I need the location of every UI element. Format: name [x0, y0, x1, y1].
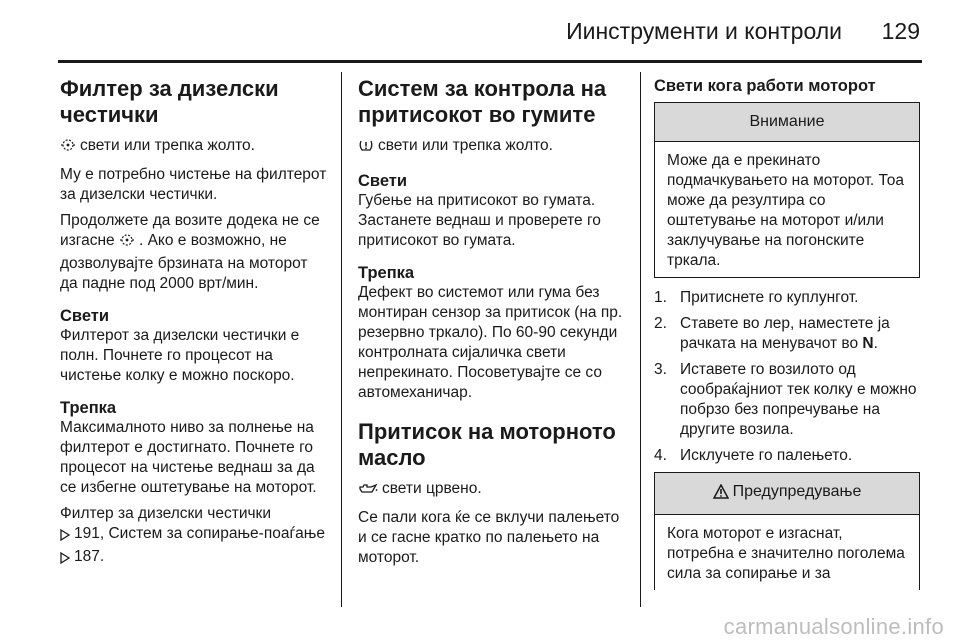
- column-tire-oil: [358, 74, 630, 574]
- oil-desc: Се пали кога ќе се вклучи палењето и се гасне кратко по палењето на моторот.: [358, 509, 620, 566]
- notice-text: Може да е прекинато подмачкувањето на моторот. Тоа може да резултира со оштетување на моторот и/или заклучување на погонските тркала.: [667, 152, 905, 269]
- tpms-status-text: свети или трепка жолто.: [378, 137, 553, 154]
- column-divider-1: [341, 72, 342, 607]
- triangle-ref-icon: [60, 527, 70, 547]
- notice-heading: Внимание: [655, 103, 919, 142]
- section-title-oil: Притисок на моторното масло: [358, 419, 616, 470]
- dpf-flash-text: Максималното ниво за полнење на филтерот е достигнато. Почнете го процесот на чистење веднаш за да се избегне оштетување на моторот.: [60, 419, 317, 496]
- list-item: 2. Ставете во лер, наместете ја рачката на менувачот во N.: [654, 315, 890, 352]
- tpms-status-line: [358, 136, 630, 159]
- warning-triangle-icon: [713, 484, 729, 505]
- oil-status-text: свети црвено.: [382, 480, 482, 497]
- oil-can-icon: [358, 482, 378, 502]
- ref-link-1[interactable]: 191, Систем за сопирање-поаѓање: [74, 525, 325, 542]
- tpms-flash-text: Дефект во системот или гума без монтиран сензор за притисок (на пр. резервно тркало). По 60-90 секунди контролната сијаличка свети непрекинато. Посоветувајте се со автомеханичар.: [358, 284, 623, 401]
- tire-pressure-icon: [358, 137, 374, 159]
- warning-heading: [655, 473, 919, 515]
- warning-text: Кога моторот е изгаснат, потребна е значително поголема сила за сопирање и за: [667, 525, 905, 582]
- warning-box: [654, 472, 920, 590]
- list-item: 3. Иставете го возилото од сообраќајниот тек колку е можно побрзо без попречување на другите возила.: [654, 361, 917, 438]
- subheading-lit-2: Свети: [358, 172, 408, 190]
- dpf-p3: [60, 211, 328, 294]
- ref-link-2[interactable]: 187.: [74, 548, 105, 565]
- dpf-references: [60, 504, 328, 570]
- dpf-filter-icon: [119, 232, 135, 254]
- dpf-status-line: [60, 136, 328, 159]
- watermark: carmanualsonline.info: [723, 614, 944, 639]
- header-title: Иинструменти и контроли: [566, 18, 842, 44]
- warning-heading-text: Предупредување: [732, 483, 862, 500]
- header-rule: [58, 60, 922, 63]
- section-title-running: Свети кога работи моторот: [654, 77, 876, 95]
- list-item: 1. Притиснете го куплунгот.: [654, 289, 859, 306]
- dpf-p3-b: . Ако е возможно, не дозволувајте брзината на моторот да падне под 2000 врт/мин.: [60, 232, 308, 292]
- dpf-status-text: свети или трепка жолто.: [80, 137, 255, 154]
- page-header: [0, 0, 960, 60]
- dpf-p2: Му е потребно чистење на филтерот за дизелски честички.: [60, 166, 327, 203]
- dpf-p3-a: Продолжете да возите додека не се изгасне: [60, 212, 320, 249]
- list-item: 4. Исклучете го палењето.: [654, 447, 853, 464]
- subheading-flashing: Трепка: [60, 399, 117, 417]
- steps-list: [654, 288, 920, 466]
- column-engine-running: [654, 74, 920, 590]
- dpf-filter-icon: [60, 137, 76, 159]
- section-title-tpms: Систем за контрола на притисокот во гумите: [358, 76, 607, 127]
- subheading-lit: Свети: [60, 307, 110, 325]
- column-dpf: [60, 74, 328, 576]
- page-number: 129: [881, 18, 920, 44]
- dpf-lit-text: Филтерот за дизелски честички е полн. Почнете го процесот на чистење колку е можно поскоро.: [60, 327, 300, 384]
- notice-box: [654, 102, 920, 278]
- tpms-lit-text: Губење на притисокот во гумата. Застанете веднаш и проверете го притисокот во гумата.: [358, 192, 601, 249]
- column-divider-2: [640, 72, 641, 607]
- oil-status-line: [358, 479, 630, 502]
- subheading-flashing-2: Трепка: [358, 264, 415, 282]
- triangle-ref-icon: [60, 550, 70, 570]
- ref-text: Филтер за дизелски честички: [60, 505, 271, 522]
- section-title-dpf: Филтер за дизелски честички: [60, 76, 279, 127]
